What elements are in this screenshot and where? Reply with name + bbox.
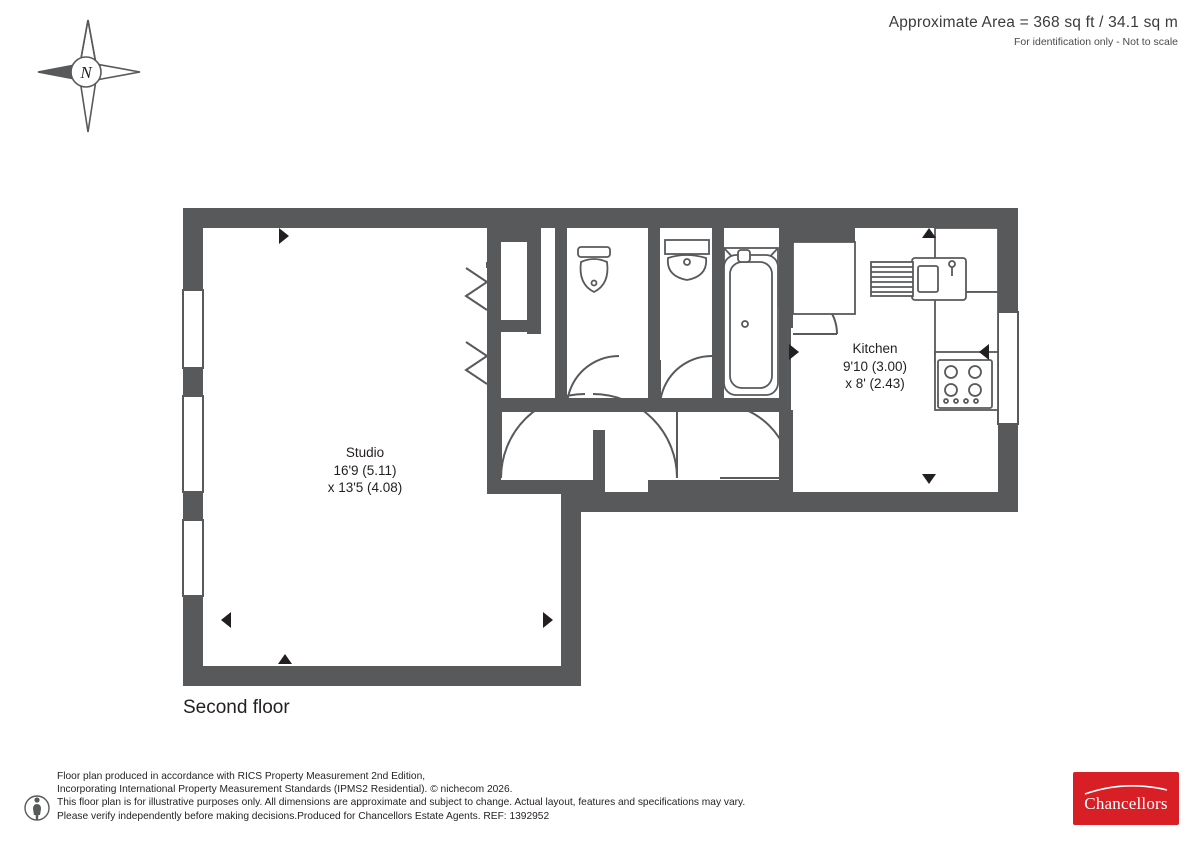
hob-icon xyxy=(938,360,992,408)
chancellors-logo-text: Chancellors xyxy=(1084,793,1168,813)
footer-line-2 xyxy=(57,783,817,796)
footer-line-3: This floor plan is for illustrative purposes only. All dimensions are approximate and subject to change. Actual layout, features and specifications may vary. xyxy=(57,797,746,809)
sink-icon xyxy=(912,258,966,300)
footer-line-2a: Incorporating International Property Measurement Standards (IPMS2 Residential). xyxy=(57,784,428,796)
bathtub-icon xyxy=(724,250,778,395)
footer-line-1: Floor plan produced in accordance with RICS Property Measurement 2nd Edition, xyxy=(57,771,426,782)
footer-line-4: Please verify independently before making decisions.Produced for Chancellors Estate Agents. REF: 1392952 xyxy=(57,810,550,822)
compass-north-letter: N xyxy=(80,63,92,82)
appliance-icon xyxy=(871,262,913,296)
kitchen-dim-2: x 8' (2.43) xyxy=(845,376,905,391)
studio-name: Studio xyxy=(345,445,385,460)
footer-disclaimer xyxy=(57,770,817,823)
chancellors-logo xyxy=(1073,772,1179,825)
not-to-scale-text: For identification only - Not to scale xyxy=(1014,36,1178,48)
floor-level-label: Second floor xyxy=(183,697,290,718)
studio-dim-1: 16'9 (5.11) xyxy=(333,462,397,478)
room-label-studio xyxy=(300,444,430,497)
room-label-kitchen xyxy=(810,340,940,393)
person-scale-icon xyxy=(24,786,50,830)
footer-copyright: © nichecom 2026. xyxy=(430,784,513,796)
approximate-area-text: Approximate Area = 368 sq ft / 34.1 sq m xyxy=(888,14,1178,31)
kitchen-name: Kitchen xyxy=(852,341,898,356)
kitchen-dim-1: 9'10 (3.00) xyxy=(842,358,908,374)
studio-dim-2: x 13'5 (4.08) xyxy=(327,480,403,495)
